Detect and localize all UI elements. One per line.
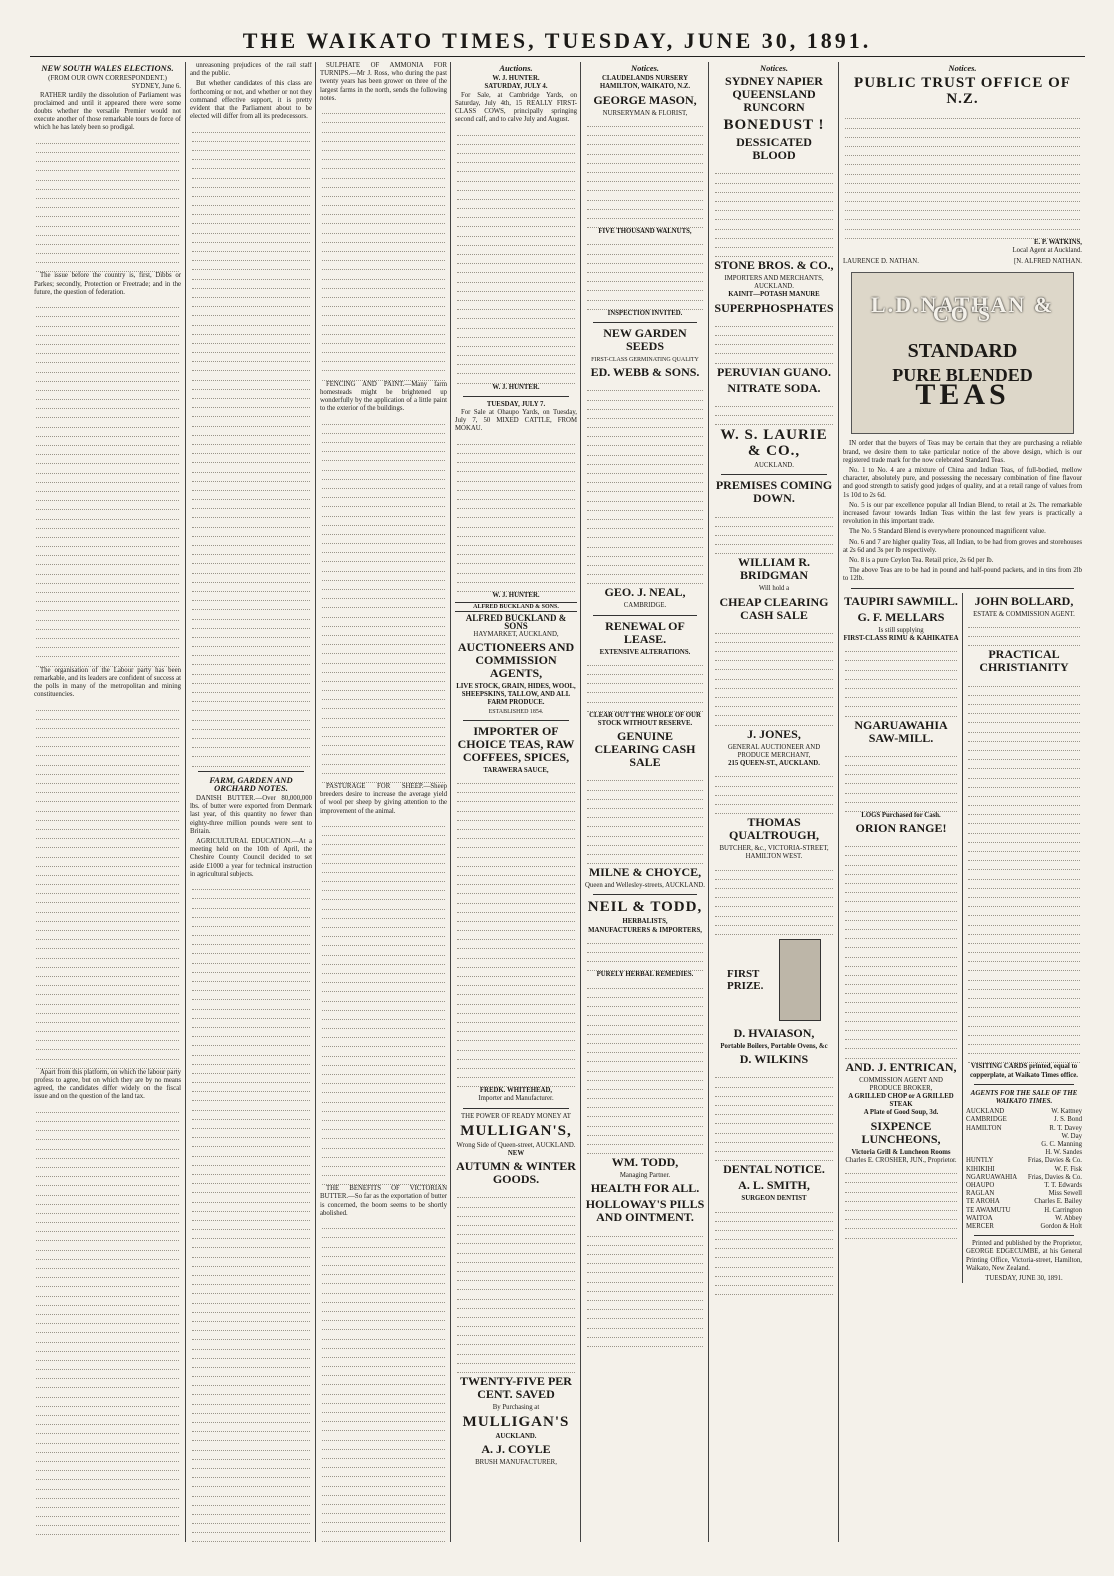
garden-seeds: NEW GARDEN SEEDS (603, 325, 687, 353)
bonedust-origins: SYDNEY NAPIER QUEENSLAND RUNCORN (725, 74, 823, 115)
manure-body (713, 318, 835, 364)
nitrate-soda: NITRATE SODA. (727, 380, 821, 395)
agent-row (966, 1125, 1082, 1133)
agent-place: HUNTLY (966, 1157, 994, 1165)
agent-row (966, 1215, 1082, 1223)
seeds-body (585, 382, 705, 584)
agent-name: Gordon & Holt (1040, 1222, 1082, 1230)
agent-row (966, 1149, 1082, 1157)
agent-name: Miss Sewell (1048, 1190, 1082, 1198)
tea-trademark-illustration (851, 272, 1074, 434)
herbalists: HERBALISTS, (622, 918, 668, 926)
manure-body (713, 398, 835, 426)
manufacturers: MANUFACTURERS & IMPORTERS, (588, 926, 702, 934)
grilled-offer: A GRILLED CHOP or A GRILLED STEAK (848, 1093, 954, 1109)
dental-notice: DENTAL NOTICE. (723, 1162, 825, 1177)
agent-row (966, 1157, 1082, 1165)
byline: (FROM OUR OWN CORRESPONDENT.) (48, 75, 167, 83)
vaiason-name: D. HVAIASON, (733, 1026, 815, 1041)
logs-purchased: LOGS Purchased for Cash. (861, 811, 941, 819)
bollard-role: ESTATE & COMMISSION AGENT. (973, 610, 1075, 618)
mulligan-body (455, 1189, 577, 1373)
bridgman-name: WILLIAM R. BRIDGMAN (737, 555, 810, 583)
sub-column-left (843, 593, 963, 1284)
auctioneer-signature: W. J. HUNTER. (492, 383, 540, 391)
agent-row (966, 1223, 1082, 1231)
mulligan-by: By Purchasing at (492, 1404, 540, 1412)
article-body (320, 1220, 447, 1542)
jones-body (713, 768, 835, 814)
article-body (320, 105, 447, 381)
agent-place: WAITOA (966, 1214, 993, 1222)
premises-coming-down: PREMISES COMING DOWN. (715, 478, 833, 506)
todd-role: Managing Partner. (619, 1172, 671, 1180)
tea-paragraph: No. 5 is our par excellence popular all Indian Blend, to retail at 2s. The remarkable increased favour towards Indian Teas within the last few years is practically a revolution in this important trade. (843, 501, 1082, 526)
tea-pure-blended: PURE BLENDED (892, 365, 1033, 386)
agent-name: H. W. Sandes (1045, 1149, 1082, 1157)
article-body (34, 1104, 181, 1542)
nursery-place: HAMILTON, WAIKATO, N.Z. (599, 83, 691, 91)
christianity-body (966, 677, 1082, 1063)
trust-body (843, 110, 1082, 239)
auction-text: For Sale, at Cambridge Yards, on Saturday, July 4th, 15 REALLY FIRST-CLASS COWS, principally springing second calf, and to calve July and August. (455, 91, 577, 124)
sub-column-right (963, 593, 1082, 1284)
cheap-sale: CHEAP CLEARING CASH SALE (719, 594, 829, 622)
mulligan-new: NEW (507, 1150, 525, 1158)
todd-name: WM. TODD, (611, 1155, 679, 1170)
sawmill-body (843, 748, 959, 812)
orion-body (843, 838, 959, 1059)
agent-row (966, 1198, 1082, 1206)
article-body (190, 881, 312, 1542)
divider (721, 474, 827, 475)
tea-paragraph: No. 6 and 7 are higher quality Teas, all Indian, to be had from groves and storehouses at 2s 6d and 3s per lb respectively. (843, 538, 1082, 554)
agent-place: OHAUPO (966, 1181, 995, 1189)
article-body (320, 818, 447, 1186)
article-paragraph: RATHER tardily the dissolution of Parliament was proclaimed and until it appeared there were some doubts whether the versatile Premier would not execute another of those remarkable tours de force of which he has lately been so prodigal. (34, 91, 181, 132)
mason-name: GEORGE MASON, (593, 92, 697, 107)
firm-name: ALFRED BUCKLAND & SONS (465, 613, 567, 632)
agent-row (966, 1166, 1082, 1174)
top-rule (30, 56, 1085, 57)
imprint-date: TUESDAY, JUNE 30, 1891. (985, 1275, 1063, 1282)
divider (463, 720, 569, 721)
smith-name: A. L. SMITH, (738, 1178, 810, 1193)
stone-bros: STONE BROS. & CO., (714, 258, 834, 273)
mellars-name: G. F. MELLARS (857, 609, 945, 624)
agent-place: KIHIKIHI (966, 1165, 995, 1173)
agent-name: W. Abbey (1055, 1214, 1082, 1222)
auctioneer-signature: W. J. HUNTER. (492, 591, 540, 599)
article-body (34, 135, 181, 273)
laurie-name: W. S. LAURIE & CO., (720, 427, 828, 460)
tea-teas: TEAS (915, 378, 1010, 412)
dessicated-blood: DESSICATED BLOOD (736, 135, 812, 163)
auctioneer-name: W. J. HUNTER. (492, 75, 540, 83)
article-body (320, 415, 447, 783)
mason-role: NURSERYMAN & FLORIST, (602, 109, 688, 117)
clearing-sale: GENUINE CLEARING CASH SALE (594, 729, 696, 770)
visiting-cards: VISITING CARDS printed, equal to copperplate, at Waikato Times office. (970, 1063, 1078, 1079)
agent-name: W. F. Fisk (1054, 1165, 1082, 1173)
auction-date: SATURDAY, JULY 4. (484, 83, 548, 91)
imprint: Printed and published by the Proprietor, GEORGE EDGECUMBE, at his General Printing Office, Victoria-street, Hamilton, Waikato, New Zealand. (966, 1240, 1082, 1272)
mulligan-place-2: AUCKLAND. (495, 1433, 537, 1441)
agent-place: RAGLAN (966, 1190, 995, 1198)
divider (974, 1084, 1074, 1085)
section-heading: Auctions. (499, 63, 533, 73)
entrican-name: AND. J. ENTRICAN, (845, 1059, 957, 1074)
webb-name: ED. WEBB & SONS. (590, 365, 700, 380)
sawmill-body (843, 643, 959, 717)
first-prize: FIRST PRIZE. (727, 968, 764, 993)
agent-name: R. T. Davey (1049, 1124, 1082, 1132)
sale-body (713, 625, 835, 726)
neal-name: GEO. J. NEAL, (604, 585, 686, 600)
watkins-name: E. P. WATKINS, (1033, 238, 1082, 246)
manure-body (713, 165, 835, 257)
importer-heading: IMPORTER OF CHOICE TEAS, RAW COFFEES, SPICES, (457, 723, 575, 764)
lease-body (585, 657, 705, 712)
stove-illustration (779, 939, 821, 1021)
agent-place: TE AROHA (966, 1198, 1000, 1206)
sale-body (585, 772, 705, 864)
wilkins-body (713, 1069, 835, 1161)
newspaper-columns (30, 62, 1085, 1542)
jones-name: J. JONES, (747, 726, 801, 741)
practical-christianity: PRACTICAL CHRISTIANITY (979, 647, 1069, 675)
section-heading: Notices. (630, 63, 660, 73)
bollard-name: JOHN BOLLARD, (974, 593, 1074, 608)
article-paragraph: THE BENEFITS OF VICTORIAN BUTTER.—So far as the exportation of butter is concerned, the boom seems to be shortly abolished. (320, 1185, 447, 1217)
divider (593, 322, 697, 323)
article-paragraph: unreasoning prejudices of the rail staff and the public. (190, 62, 312, 78)
mulligan-name-2: MULLIGAN'S (462, 1414, 570, 1431)
article-paragraph: DANISH BUTTER.—Over 80,000,000 lbs. of butter were exported from Denmark last year, of this quantity no fewer than eighty-three million pounds were sent to Britain. (190, 794, 312, 835)
auction-body (455, 126, 577, 383)
divider (593, 894, 697, 895)
stone-bros-sub: IMPORTERS AND MERCHANTS, AUCKLAND. (724, 275, 824, 291)
dateline: SYDNEY, June 6. (131, 83, 181, 91)
agent-row (966, 1207, 1082, 1215)
bridgman-sub: Will hold a (758, 585, 790, 593)
garden-seeds-sub: FIRST-CLASS GERMINATING QUALITY (591, 356, 699, 363)
mulligan-place: Wrong Side of Queen-street, AUCKLAND. (456, 1141, 576, 1149)
soup-offer: A Plate of Good Soup, 3d. (863, 1109, 939, 1117)
agent-row (966, 1190, 1082, 1198)
dental-body (713, 1203, 835, 1295)
superphosphates: SUPERPHOSPHATES (714, 300, 834, 315)
article-body (34, 701, 181, 1069)
coyle-role: BRUSH MANUFACTURER, (475, 1459, 557, 1467)
agent-row (966, 1174, 1082, 1182)
coyle-name: A. J. COYLE (481, 1442, 551, 1457)
section-heading: FARM, GARDEN AND ORCHARD NOTES. (209, 774, 293, 793)
divider (851, 588, 1074, 589)
agent-place: HAMILTON (966, 1124, 1002, 1132)
orion-range: ORION RANGE! (855, 821, 947, 836)
smith-role: SURGEON DENTIST (741, 1195, 807, 1203)
section-heading: Notices. (948, 63, 977, 73)
taupiri-sawmill: TAUPIRI SAWMILL. (844, 593, 958, 608)
victoria-grill: Victoria Grill & Luncheon Rooms (851, 1148, 951, 1156)
agent-name: Charles E. Bailey (1034, 1198, 1082, 1206)
firm-list: LIVE STOCK, GRAIN, HIDES, WOOL, SHEEPSKINS, TALLOW, AND ALL FARM PRODUCE. (456, 682, 576, 707)
mellars-sub: Is still supplying (878, 626, 924, 634)
nursery-body (585, 236, 705, 310)
mulligan-saved: TWENTY-FIVE PER CENT. SAVED (460, 1374, 572, 1402)
bonedust: BONEDUST ! (723, 117, 825, 134)
jones-place: 215 QUEEN-ST., AUCKLAND. (728, 760, 820, 767)
column-4-auctions (450, 62, 581, 1542)
firm-banner: ALFRED BUCKLAND & SONS. (455, 602, 577, 612)
importer-body (455, 775, 577, 1087)
neal-place: CAMBRIDGE. (623, 602, 667, 610)
agent-row (966, 1116, 1082, 1124)
article-paragraph: The organisation of the Labour party has been remarkable, and its leaders are confident of success at the polls in many of the metropolitan and mining constituencies. (34, 666, 181, 699)
alfred-nathan: [N. ALFRED NATHAN. (1014, 258, 1082, 266)
column-1 (30, 62, 185, 1542)
column-3 (315, 62, 451, 1542)
agent-name: H. Carrington (1044, 1206, 1082, 1214)
mulligan-name: MULLIGAN'S, (460, 1122, 572, 1139)
agent-place: MERCER (966, 1222, 994, 1230)
article-paragraph: PASTURAGE FOR SHEEP.—Sheep breeders desire to increase the average yield of wool per sheep by giving attention to the improvement of the animal. (320, 782, 447, 815)
article-paragraph: But whether candidates of this class are forthcoming or not, and whether or not they command effective support, it is pretty evident that the Parliament about to be elected will differ from all its predecessors. (190, 80, 312, 121)
herbal-remedies: PURELY HERBAL REMEDIES. (596, 971, 694, 979)
tea-paragraph: IN order that the buyers of Teas may be certain that they are purchasing a reliable brand, we desire them to take particular notice of the above design, which is our registered trade mark for the now celebrated Standard Teas. (843, 440, 1082, 464)
mulligan-goods: AUTUMN & WINTER GOODS. (456, 1159, 576, 1187)
holloway-pills: HOLLOWAY'S PILLS AND OINTMENT. (585, 1197, 705, 1225)
article-title: NEW SOUTH WALES ELECTIONS. (41, 63, 174, 73)
agent-place: NGARUAWAHIA (966, 1173, 1018, 1181)
tea-paragraph: The No. 5 Standard Blend is everywhere pronounced magnificent value. (849, 528, 1046, 536)
importer-role: Importer and Manufacturer. (478, 1095, 554, 1103)
laurence-nathan: LAURENCE D. NATHAN. (843, 258, 919, 266)
ngaruawahia-sawmill: NGARUAWAHIA SAW-MILL. (854, 717, 948, 745)
milne-place: Queen and Wellesley-streets, AUCKLAND. (585, 882, 705, 890)
firm-role: AUCTIONEERS AND COMMISSION AGENTS, (457, 639, 575, 680)
tea-paragraph: No. 8 is a pure Ceylon Tea. Retail price, 2s 6d per lb. (849, 557, 994, 565)
masthead: THE WAIKATO TIMES, TUESDAY, JUNE 30, 1891. (242, 28, 872, 53)
agent-name: Frias, Davies & Co. (1027, 1157, 1082, 1165)
inspection: INSPECTION INVITED. (607, 309, 683, 317)
laurie-place: AUCKLAND. (754, 462, 794, 470)
agent-row (966, 1108, 1082, 1116)
alterations: EXTENSIVE ALTERATIONS. (599, 648, 691, 656)
nursery-body (585, 118, 705, 228)
column-5-notices (580, 62, 709, 1542)
milne-name: MILNE & CHOYCE, (588, 865, 702, 880)
section-heading: Notices. (759, 63, 789, 73)
article-body (190, 123, 312, 766)
walnuts: FIVE THOUSAND WALNUTS, (598, 228, 692, 236)
qualtrough-body (713, 862, 835, 936)
qualtrough-name: THOMAS QUALTROUGH, (729, 815, 819, 843)
agent-row (966, 1141, 1082, 1149)
neil-todd: NEIL & TODD, (587, 899, 703, 916)
importer-name: FREDK. WHITEHEAD, (479, 1087, 553, 1095)
article-paragraph: SULPHATE OF AMMONIA FOR TURNIPS.—Mr J. Ross, who during the past twenty years has been grower on three of the largest farms in the north, sends the following notes. (320, 62, 447, 102)
divider (463, 396, 569, 397)
divider (593, 615, 697, 616)
article-paragraph: FENCING AND PAINT.—Many farm homesteads might be brightened up wonderfully by the application of a little paint to the exterior of the buildings. (320, 380, 447, 413)
sixpence-luncheons: SIXPENCE LUNCHEONS, (861, 1118, 941, 1146)
public-trust-title: PUBLIC TRUST OFFICE OF N.Z. (854, 75, 1071, 108)
crosher-proprietor: Charles E. CROSHER, JUN., Proprietor. (845, 1156, 957, 1164)
qualtrough-sub: BUTCHER, &c., VICTORIA-STREET, HAMILTON WEST. (719, 845, 829, 861)
agent-name: W. Kattney (1051, 1108, 1082, 1116)
agent-name: W. Day (1061, 1132, 1082, 1140)
tea-paragraph: No. 1 to No. 4 are a mixture of China and Indian Teas, of full-bodied, mellow character, absolutely pure, and possessing the necessary combination of fine flavour and good strength to satisfy good judges of quality, and at a retail range of values from 1s 10d to 2s 6d. (843, 467, 1082, 499)
tea-brand: L.D.NATHAN & CO'S (870, 292, 1055, 326)
divider (463, 1108, 569, 1109)
grill-body (843, 1165, 959, 1239)
column-6-notices (708, 62, 839, 1542)
agent-name: J. S. Bond (1054, 1116, 1082, 1124)
auction-body (455, 436, 577, 592)
sauce-name: TARAWERA SAUCE, (483, 766, 549, 774)
vaiason-sub: Portable Boilers, Portable Ovens, &c (720, 1043, 828, 1051)
tea-paragraph: The above Teas are to be had in pound and half-pound packets, and in tins from 2lb to 12lb. (843, 567, 1082, 583)
article-body (34, 299, 181, 667)
article-paragraph: The issue before the country is, first, Dibbs or Parkes; secondly, Protection or Freetrade; and in the future, the question of federation. (34, 272, 181, 296)
lease-heading: RENEWAL OF LEASE. (605, 618, 685, 646)
column-2 (185, 62, 316, 1542)
tea-standard: STANDARD (907, 340, 1018, 363)
article-paragraph: Apart from this platform, on which the labour party profess to agree, but on which they are by no means agreed, the candidates differ widely on the fiscal issue and on the question of the land tax. (34, 1068, 181, 1101)
jones-role: GENERAL AUCTIONEER AND PRODUCE MERCHANT, (727, 743, 821, 759)
entrican-role: COMMISSION AGENT AND PRODUCE BROKER, (859, 1076, 943, 1092)
agent-name: T. T. Edwards (1044, 1181, 1082, 1189)
wilkins-name: D. WILKINS (739, 1052, 809, 1067)
agent-place: TE AWAMUTU (966, 1206, 1011, 1214)
agent-name: Frias, Davies & Co. (1027, 1173, 1082, 1181)
bollard-body (966, 619, 1082, 647)
kainit: KAINIT—POTASH MANURE (728, 291, 820, 299)
agents-list (966, 1108, 1082, 1231)
mulligan-lead: THE POWER OF READY MONEY AT (461, 1112, 571, 1120)
peruvian-guano: PERUVIAN GUANO. (717, 364, 831, 379)
agent-place: AUCKLAND (966, 1108, 1005, 1116)
rimu: FIRST-CLASS RIMU & KAHIKATEA (843, 634, 959, 642)
divider (198, 771, 304, 772)
watkins-role: Local Agent at Auckland. (1012, 247, 1082, 255)
agent-name: G. C. Manning (1041, 1140, 1082, 1148)
nursery-name: CLAUDELANDS NURSERY (601, 75, 689, 83)
auction-date: TUESDAY, JULY 7. (486, 400, 546, 408)
divider (974, 1235, 1074, 1236)
firm-place: HAYMARKET, AUCKLAND, (473, 630, 559, 638)
article-paragraph: AGRICULTURAL EDUCATION.—At a meeting held on the 10th of April, the Cheshire County Council decided to set aside £1000 a year for technical instruction in agricultural subjects. (190, 837, 312, 878)
column-7-notices (838, 62, 1086, 1542)
auction-text: For Sale at Ohaupo Yards, on Tuesday, July 7, 50 MIXED CATTLE, FROM MOKAU. (455, 409, 577, 433)
agent-place: CAMBRIDGE (966, 1116, 1007, 1124)
agent-row (966, 1133, 1082, 1141)
firm-established: ESTABLISHED 1854. (488, 708, 544, 715)
agents-heading: AGENTS FOR THE SALE OF THE WAIKATO TIMES. (970, 1088, 1078, 1105)
agent-row (966, 1182, 1082, 1190)
clear-out: CLEAR OUT THE WHOLE OF OUR STOCK WITHOUT RESERVE. (589, 711, 701, 728)
health-for-all: HEALTH FOR ALL. (590, 1181, 700, 1196)
remedies-list (585, 980, 705, 1155)
herbal-body (585, 935, 705, 972)
premises-body (713, 508, 835, 554)
holloway-body (585, 1227, 705, 1346)
